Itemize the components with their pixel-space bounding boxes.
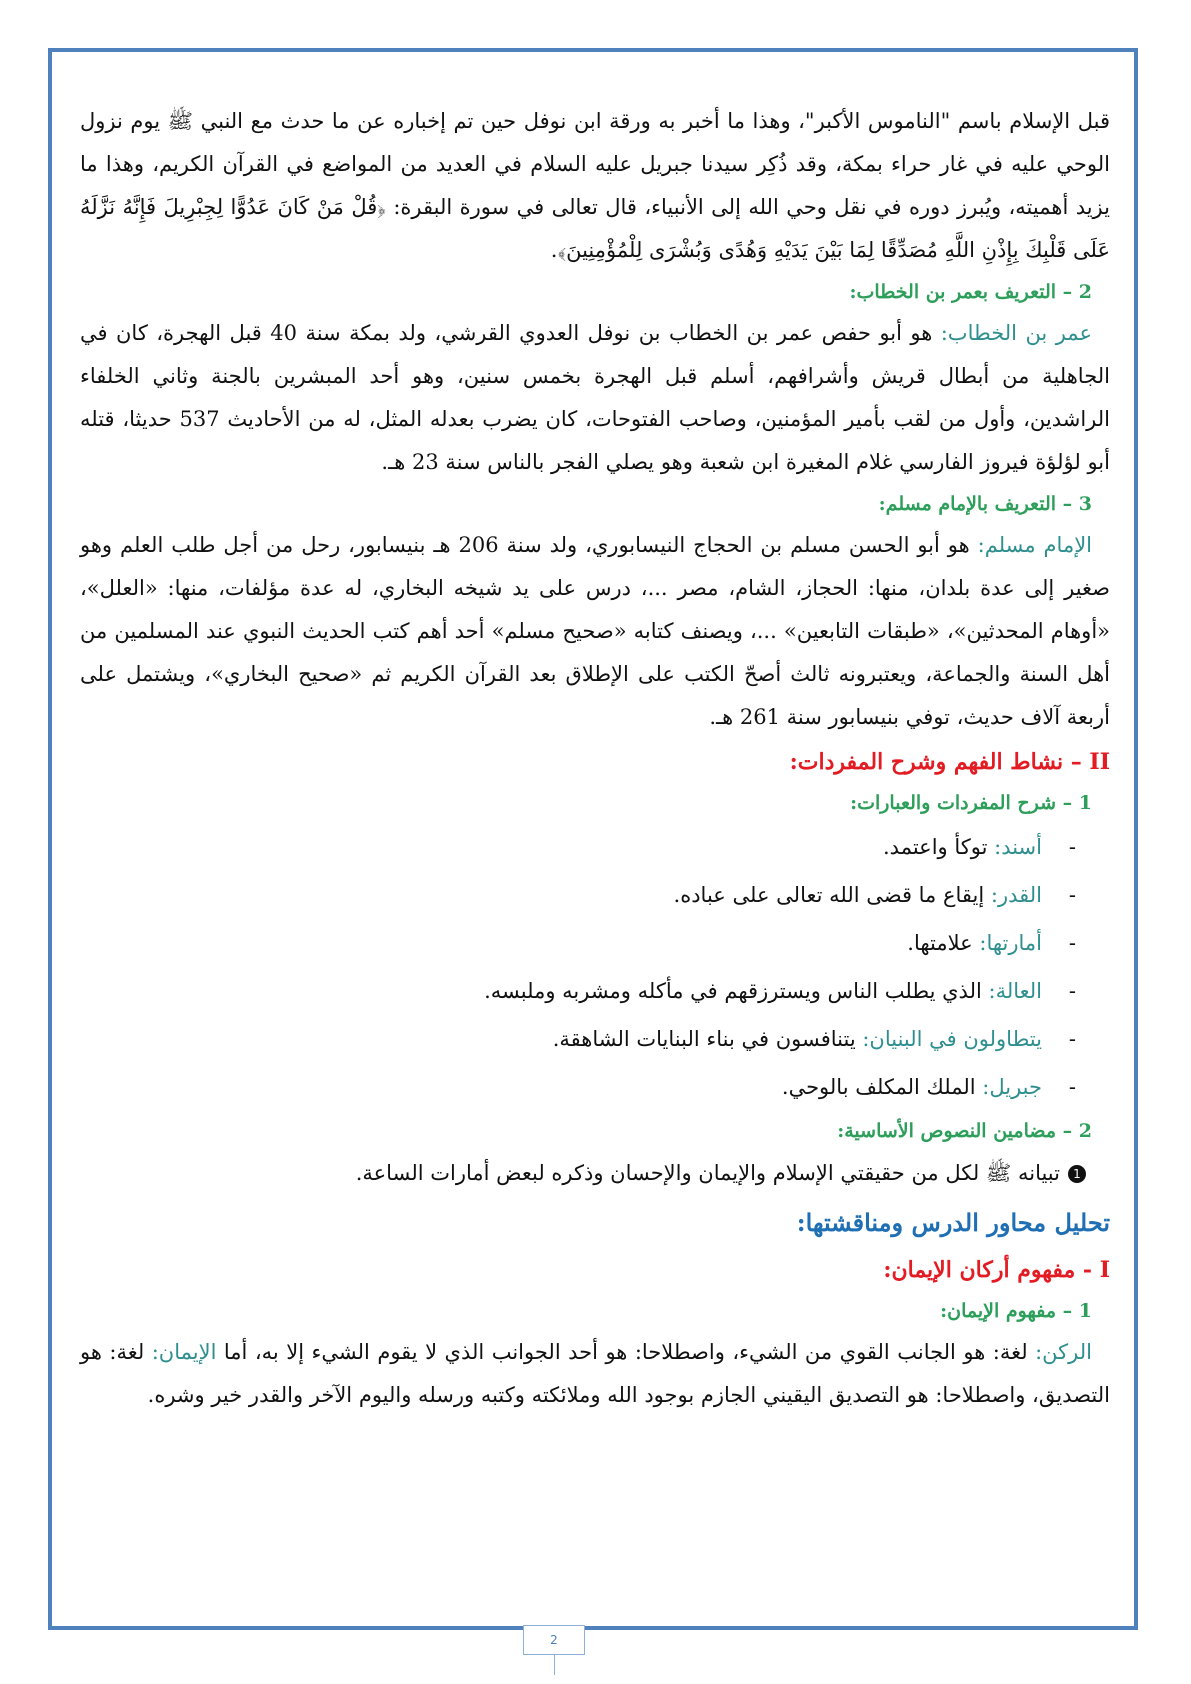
vocab-list [80, 823, 1110, 1111]
page-number: 2 [523, 1625, 585, 1655]
page-number-connector [554, 1655, 555, 1675]
analysis-sub-heading: I - مفهوم أركان الإيمان: [883, 1257, 1110, 1283]
omar-text: هو أبو حفص عمر بن الخطاب بن نوفل العدوي القرشي، ولد بمكة سنة 40 قبل الهجرة، كان في الجاهلية من أبطال قريش وأشرافهم، أسلم قبل الهجرة بخمس سنين، وهو أحد المبشرين بالجنة وثاني الخلفاء الراشدين، وأول من لقب بأمير المؤمنين، وصاحب الفتوحات، كان يضرب بعدله المثل، له من الأحاديث 537 حديثا، قتله أبو لؤلؤة فيروز الفارسي غلام المغيرة ابن شعبة وهو يصلي الفجر بالناس سنة 23 هـ. [80, 321, 1110, 474]
rukn-iman-paragraph [80, 1331, 1110, 1417]
omar-term: عمر بن الخطاب: [940, 321, 1092, 345]
list-item: -أمارتها: علامتها. [907, 931, 1076, 955]
muslim-term: الإمام مسلم: [977, 533, 1093, 557]
list-item: -العالة: الذي يطلب الناس ويسترزقهم في مأكله ومشربه وملبسه. [484, 979, 1076, 1003]
iman-term: الإيمان: [151, 1340, 217, 1364]
list-item: -يتطاولون في البنيان: يتنافسون في بناء البنايات الشاهقة. [552, 1027, 1076, 1051]
bullet-text: تبيانه ﷺ لكل من حقيقتي الإسلام والإيمان والإحسان وذكره لبعض أمارات الساعة. [355, 1161, 1060, 1185]
rukn-text: لغة: هو الجانب القوي من الشيء، واصطلاحا: هو أحد الجوانب الذي لا يقوم الشيء إلا به، أما [216, 1340, 1036, 1364]
analysis-sub-sub-heading: 1 – مفهوم الإيمان: [940, 1300, 1092, 1322]
list-item: -جبريل: الملك المكلف بالوحي. [781, 1075, 1076, 1099]
iman-text: لغة: هو التصديق، واصطلاحا: هو التصديق اليقيني الجازم بوجود الله وملائكته وكتبه ورسله واليوم الآخر والقدر خير وشره. [80, 1340, 1110, 1407]
list-item: -أسند: توكأ واعتمد. [883, 835, 1076, 859]
contents-bullet [80, 1151, 1110, 1195]
rukn-term: الركن: [1035, 1340, 1092, 1364]
contents-heading: 2 – مضامين النصوص الأساسية: [837, 1120, 1092, 1142]
muslim-paragraph [80, 524, 1110, 739]
omar-paragraph [80, 312, 1110, 484]
section2-heading: II – نشاط الفهم وشرح المفردات: [789, 749, 1110, 775]
analysis-heading: تحليل محاور الدرس ومناقشتها: [796, 1208, 1110, 1237]
intro-paragraph: قبل الإسلام باسم "الناموس الأكبر"، وهذا ما أخبر به ورقة ابن نوفل حين تم إخباره عن ما حدث مع النبي ﷺ يوم نزول الوحي عليه في غار حراء بمكة، وقد ذُكِر سيدنا جبريل عليه السلام في العديد من المواضع في القرآن الكريم، وهذا ما يزيد أهميته، ويُبرز دوره في نقل وحي الله إلى الأنبياء، قال تعالى في سورة البقرة: ﴿قُلْ مَنْ كَانَ عَدُوًّا لِجِبْرِيلَ فَإِنَّهُ نَزَّلَهُ عَلَى قَلْبِكَ بِإِذْنِ اللَّهِ مُصَدِّقًا لِمَا بَيْنَ يَدَيْهِ وَهُدًى وَبُشْرَى لِلْمُؤْمِنِينَ﴾. [80, 109, 1110, 262]
page-content [80, 100, 1110, 1417]
muslim-heading: 3 – التعريف بالإمام مسلم: [878, 493, 1092, 515]
omar-heading: 2 – التعريف بعمر بن الخطاب: [849, 281, 1092, 303]
bullet-number-icon: 1 [1068, 1165, 1086, 1183]
vocab-heading: 1 – شرح المفردات والعبارات: [850, 792, 1092, 814]
list-item: -القدر: إيقاع ما قضى الله تعالى على عباده. [673, 883, 1076, 907]
muslim-text: هو أبو الحسن مسلم بن الحجاج النيسابوري، ولد سنة 206 هـ بنيسابور، رحل من أجل طلب العلم وهو صغير إلى عدة بلدان، منها: الحجاز، الشام، مصر ...، درس على يد شيخه البخاري، له عدة مؤلفات، منها: «العلل»، «أوهام المحدثين»، «طبقات التابعين» ...، ويصنف كتابه «صحيح مسلم» أحد أهم كتب الحديث النبوي عند المسلمين من أهل السنة والجماعة، ويعتبرونه ثالث أصحّ الكتب على الإطلاق بعد القرآن الكريم ثم «صحيح البخاري»، ويشتمل على أربعة آلاف حديث، توفي بنيسابور سنة 261 هـ. [80, 533, 1110, 729]
